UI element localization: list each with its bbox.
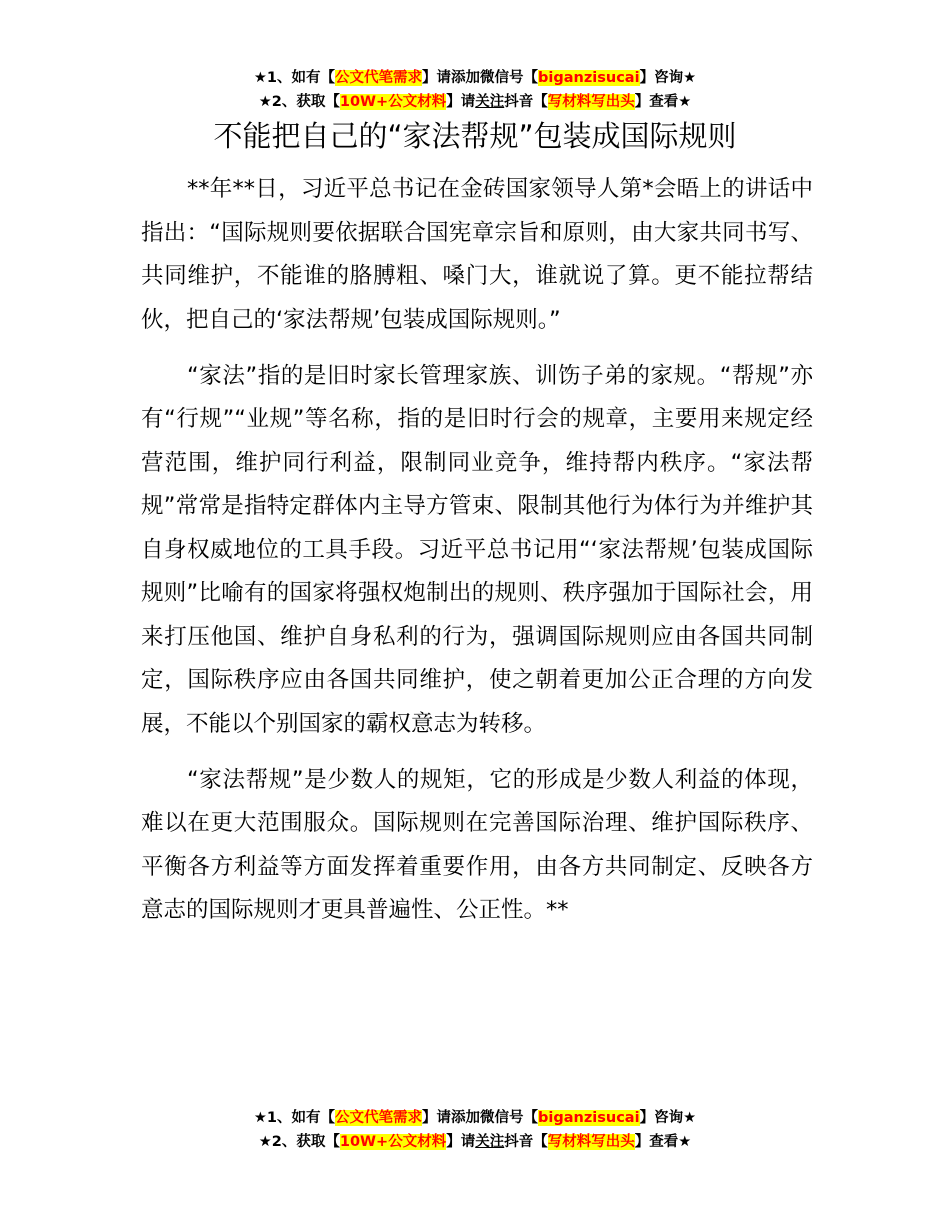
highlight-wechat-id: biganzisucai bbox=[538, 1110, 640, 1126]
highlight-douyin-account: 写材料写出头 bbox=[547, 94, 635, 110]
paragraph-1: **年**日，习近平总书记在金砖国家领导人第*会晤上的讲话中指出：“国际规则要依据联合国宪章宗旨和原则，由大家共同书写、共同维护，不能谁的胳膊粗、嗓门大，谁就说了算。更不能拉帮结伙，把自己的‘家法帮规’包装成国际规则。” bbox=[141, 176, 813, 333]
footer-line-2: ★2、获取【10W+公文材料】请关注抖音【写材料写出头】查看★ bbox=[258, 1134, 692, 1150]
highlight-service: 公文代笔需求 bbox=[335, 70, 423, 86]
document-body bbox=[141, 168, 813, 945]
highlight-materials: 10W+公文材料 bbox=[339, 94, 447, 110]
underlined-follow: 关注 bbox=[475, 94, 505, 110]
banner-line-2: ★2、获取【10W+公文材料】请关注抖音【写材料写出头】查看★ bbox=[258, 94, 692, 110]
paragraph-2: “家法”指的是旧时家长管理家族、训饬子弟的家规。“帮规”亦有“行规”“业规”等名称，指的是旧时行会的规章，主要用来规定经营范围，维护同行利益，限制同业竞争，维持帮内秩序。“家法帮规”常常是指特定群体内主导方管束、限制其他行为体行为并维护其自身权威地位的工具手段。习近平总书记用“‘家法帮规’包装成国际规则”比喻有的国家将强权炮制出的规则、秩序强加于国际社会，用来打压他国、维护自身私利的行为，强调国际规则应由各国共同制定，国际秩序应由各国共同维护，使之朝着更加公正合理的方向发展，不能以个别国家的霸权意志为转移。 bbox=[141, 362, 813, 737]
footer-banner bbox=[0, 1106, 950, 1154]
header-banner bbox=[0, 66, 950, 114]
highlight-service: 公文代笔需求 bbox=[335, 1110, 423, 1126]
document-title: 不能把自己的“家法帮规”包装成国际规则 bbox=[213, 119, 737, 153]
highlight-materials: 10W+公文材料 bbox=[339, 1134, 447, 1150]
paragraph-3: “家法帮规”是少数人的规矩，它的形成是少数人利益的体现，难以在更大范围服众。国际规则在完善国际治理、维护国际秩序、平衡各方利益等方面发挥着重要作用，由各方共同制定、反映各方意志的国际规则才更具普遍性、公正性。** bbox=[141, 766, 813, 923]
footer-line-1: ★1、如有【公文代笔需求】请添加微信号【biganzisucai】咨询★ bbox=[253, 1110, 697, 1126]
banner-line-1: ★1、如有【公文代笔需求】请添加微信号【biganzisucai】咨询★ bbox=[253, 70, 697, 86]
highlight-douyin-account: 写材料写出头 bbox=[547, 1134, 635, 1150]
underlined-follow: 关注 bbox=[475, 1134, 505, 1150]
highlight-wechat-id: biganzisucai bbox=[538, 70, 640, 86]
